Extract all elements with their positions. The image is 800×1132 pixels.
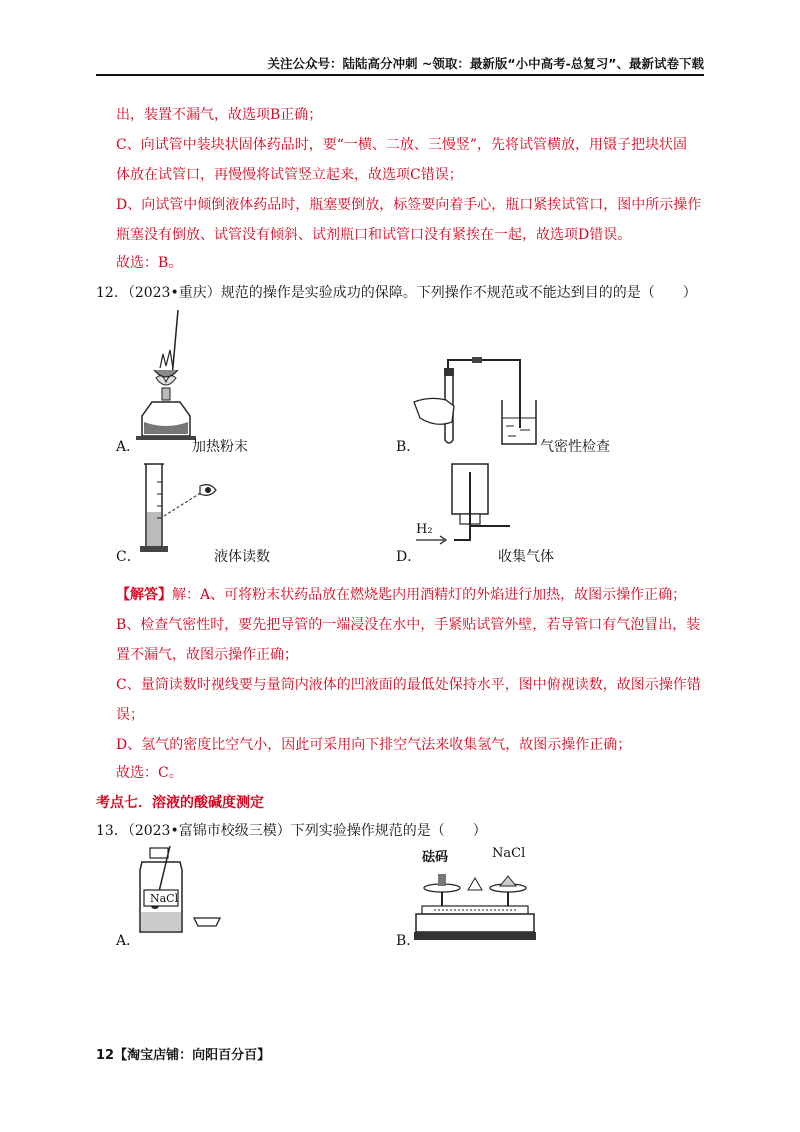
q12-option-a-caption: 加热粉末 [192,439,248,455]
q13-figure-b-balance [412,866,538,942]
q13-option-a-letter: A． [116,933,141,949]
q12-answer-line: B、检查气密性时，要先把导管的一端浸没在水中，手紧贴试管外壁，若导管口有气泡冒出，装 [116,617,701,633]
q12-stem: 12．（2023•重庆）规范的操作是实验成功的保障。下列操作不规范或不能达到目的的是（ ） [96,285,697,301]
q13-option-b-weights-label: 砝码 [422,850,449,865]
q12-answer-line: D、氢气的密度比空气小，因此可采用向下排空气法来收集氢气，故图示操作正确； [116,737,632,753]
q12-answer-line: 置不漏气，故图示操作正确； [116,647,298,663]
q12-option-c-letter: C． [116,549,141,565]
q12-option-b-letter: B． [396,439,421,455]
prev-answer-line: C、向试管中装块状固体药品时，要“一横、二放、三慢竖”，先将试管横放，用镊子把块状固 [116,137,688,153]
q12-option-b-caption: 气密性检查 [540,439,610,455]
page-header [96,54,704,76]
header-text: 关注公众号：陆陆高分冲刺 ~领取：最新版“小中高考-总复习”、最新试卷下载 [267,56,704,71]
q12-figure-d-gas-collection [414,462,514,552]
q12-answer-line: C、量筒读数时视线要与量筒内液体的凹液面的最低处保持水平，图中俯视读数，故图示操作错 [116,677,701,693]
q12-option-c-caption: 液体读数 [214,549,270,565]
q13-option-a-label: NaCl [150,892,179,905]
answer-tag: 【解答】 [116,587,172,603]
q13-stem: 13．（2023•富锦市校级三模）下列实验操作规范的是（ ） [96,823,487,839]
page-number: 12 [96,1048,115,1063]
q12-figure-b-airtightness [412,356,542,448]
q12-option-d-letter: D． [396,549,422,565]
q12-answer-line: 误； [116,707,144,723]
prev-answer-conclusion: 故选：B。 [116,255,183,271]
q12-conclusion: 故选：C。 [116,765,183,781]
section-title: 考点七．溶液的酸碱度测定 [96,795,264,811]
q12-figure-a-alcohol-lamp [130,308,200,448]
prev-answer-line: 出，装置不漏气，故选项B正确； [116,107,323,123]
q13-option-b-nacl-label: NaCl [492,846,526,861]
q12-option-d-caption: 收集气体 [498,549,554,565]
prev-answer-line: 体放在试管口，再慢慢将试管竖立起来，故选项C错误； [116,167,463,183]
prev-answer-line: 瓶塞没有倒放、试管没有倾斜、试剂瓶口和试管口没有紧挨在一起，故选项D错误。 [116,227,632,243]
q12-option-a-letter: A． [116,439,141,455]
page-footer [96,1044,270,1063]
footer-text: 【淘宝店铺：向阳百分百】 [114,1048,271,1063]
q13-option-b-letter: B． [396,933,421,949]
q12-option-d-gas-label: H₂ [416,522,433,537]
q12-figure-c-cylinder-reading [140,462,230,554]
prev-answer-line: D、向试管中倾倒液体药品时，瓶塞要倒放，标签要向着手心，瓶口紧挨试管口，图中所示操作 [116,197,702,213]
q12-answer-line-0: 【解答】解：A、可将粉末状药品放在燃烧匙内用酒精灯的外焰进行加热，故图示操作正确； [116,587,687,603]
